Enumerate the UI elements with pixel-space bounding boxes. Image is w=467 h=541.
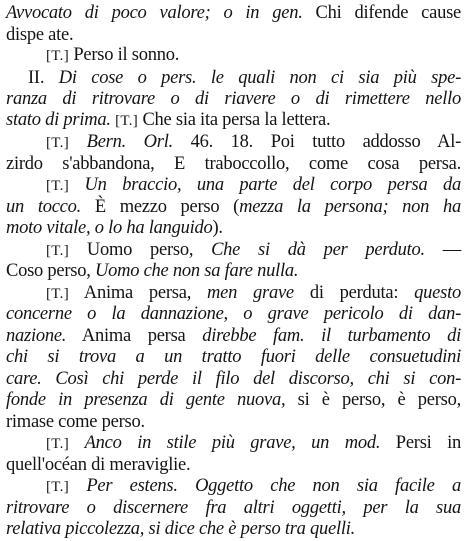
text-segment xyxy=(69,132,87,152)
italic-text: concerne o la dannazione, o grave pericolo di dan- xyxy=(6,304,461,324)
italic-text: Di cose o pers. le quali non ci sia più spe- xyxy=(58,68,462,88)
italic-text: fonde in presenza di gente nuova, xyxy=(6,390,286,410)
italic-text: Uomo che non sa fare nulla. xyxy=(95,261,299,281)
text-segment: Coso perso, xyxy=(6,261,95,281)
italic-text: nazione. xyxy=(6,326,67,346)
italic-text: Anco in stile più grave, un mod. xyxy=(84,433,381,453)
text-line xyxy=(46,474,461,498)
section-marker: [T.] xyxy=(46,48,69,64)
section-marker: [T.] xyxy=(115,113,139,129)
italic-text: un tocco. xyxy=(6,197,82,217)
section-marker: [T.] xyxy=(46,135,69,151)
text-segment: Persi in xyxy=(380,433,462,453)
text-line xyxy=(6,388,461,412)
text-line xyxy=(46,431,461,455)
italic-text: ranza di ritrovare o di riavere o di rimettere nello xyxy=(6,89,461,109)
italic-text: care. Così chi perde il filo del discorso, chi si con- xyxy=(6,369,461,389)
text-segment: Chi difende cause xyxy=(302,3,461,23)
text-segment: 46. 18. Poi tutto addosso Al- xyxy=(172,132,461,152)
text-line xyxy=(6,345,461,369)
text-segment: dispe ate. xyxy=(6,25,74,45)
text-segment: Che sia ita persa la lettera. xyxy=(138,110,331,130)
italic-text: Bern. Orl. xyxy=(86,132,173,152)
text-segment xyxy=(69,476,86,496)
section-marker: [T.] xyxy=(46,243,69,259)
italic-text: Per estens. Oggetto che non sia facile a xyxy=(86,476,461,496)
text-segment: Anima persa, xyxy=(69,283,208,303)
text-segment: quell'océan di meraviglie. xyxy=(6,455,191,475)
section-marker: [T.] xyxy=(46,436,69,452)
text-segment: Uomo perso, xyxy=(69,240,212,260)
italic-text: stato di prima. xyxy=(6,110,111,130)
text-line xyxy=(46,173,461,197)
text-segment: Perso il sonno. xyxy=(69,45,180,65)
section-marker: [T.] xyxy=(46,479,69,495)
italic-text: men grave xyxy=(207,283,294,303)
text-line xyxy=(46,130,461,154)
text-segment: ). xyxy=(212,218,223,238)
section-marker: [T.] xyxy=(46,286,69,302)
text-segment: zirdo s'abbandona, E traboccollo, come cosa persa. xyxy=(6,154,461,174)
italic-text: direbbe fam. il turbamento di xyxy=(202,326,461,346)
text-segment: II. xyxy=(28,68,59,88)
text-line xyxy=(6,216,223,240)
text-segment xyxy=(69,175,85,195)
text-segment: rimase come perso. xyxy=(6,412,145,432)
italic-text: chi si trova a un tratto fuori delle consuetudini xyxy=(6,347,461,367)
text-line xyxy=(6,108,330,132)
text-line xyxy=(6,517,355,541)
text-segment: — xyxy=(424,240,461,260)
text-line xyxy=(46,43,179,67)
text-line xyxy=(6,1,461,25)
italic-text: Avvocato di poco valore; o in gen. xyxy=(6,3,303,23)
italic-text: mezza la persona; non ha xyxy=(239,197,461,217)
text-line xyxy=(6,302,461,326)
italic-text: Che si dà per perduto. xyxy=(211,240,425,260)
italic-text: questo xyxy=(414,283,461,303)
italic-text: relativa piccolezza, si dice che è perso tra quelli. xyxy=(6,519,356,539)
text-segment: di perduta: xyxy=(293,283,415,303)
italic-text: Un braccio, una parte del corpo persa da xyxy=(84,175,462,195)
text-segment: Anima persa xyxy=(66,326,203,346)
text-segment: È mezzo perso ( xyxy=(81,197,240,217)
text-line xyxy=(6,259,298,283)
italic-text: ritrovare o discernere fra altri oggetti, per la sua xyxy=(6,498,461,518)
text-segment xyxy=(69,433,85,453)
italic-text: moto vitale, o lo ha languido xyxy=(6,218,213,238)
text-segment: si è perso, è perso, xyxy=(285,390,461,410)
section-marker: [T.] xyxy=(46,178,69,194)
